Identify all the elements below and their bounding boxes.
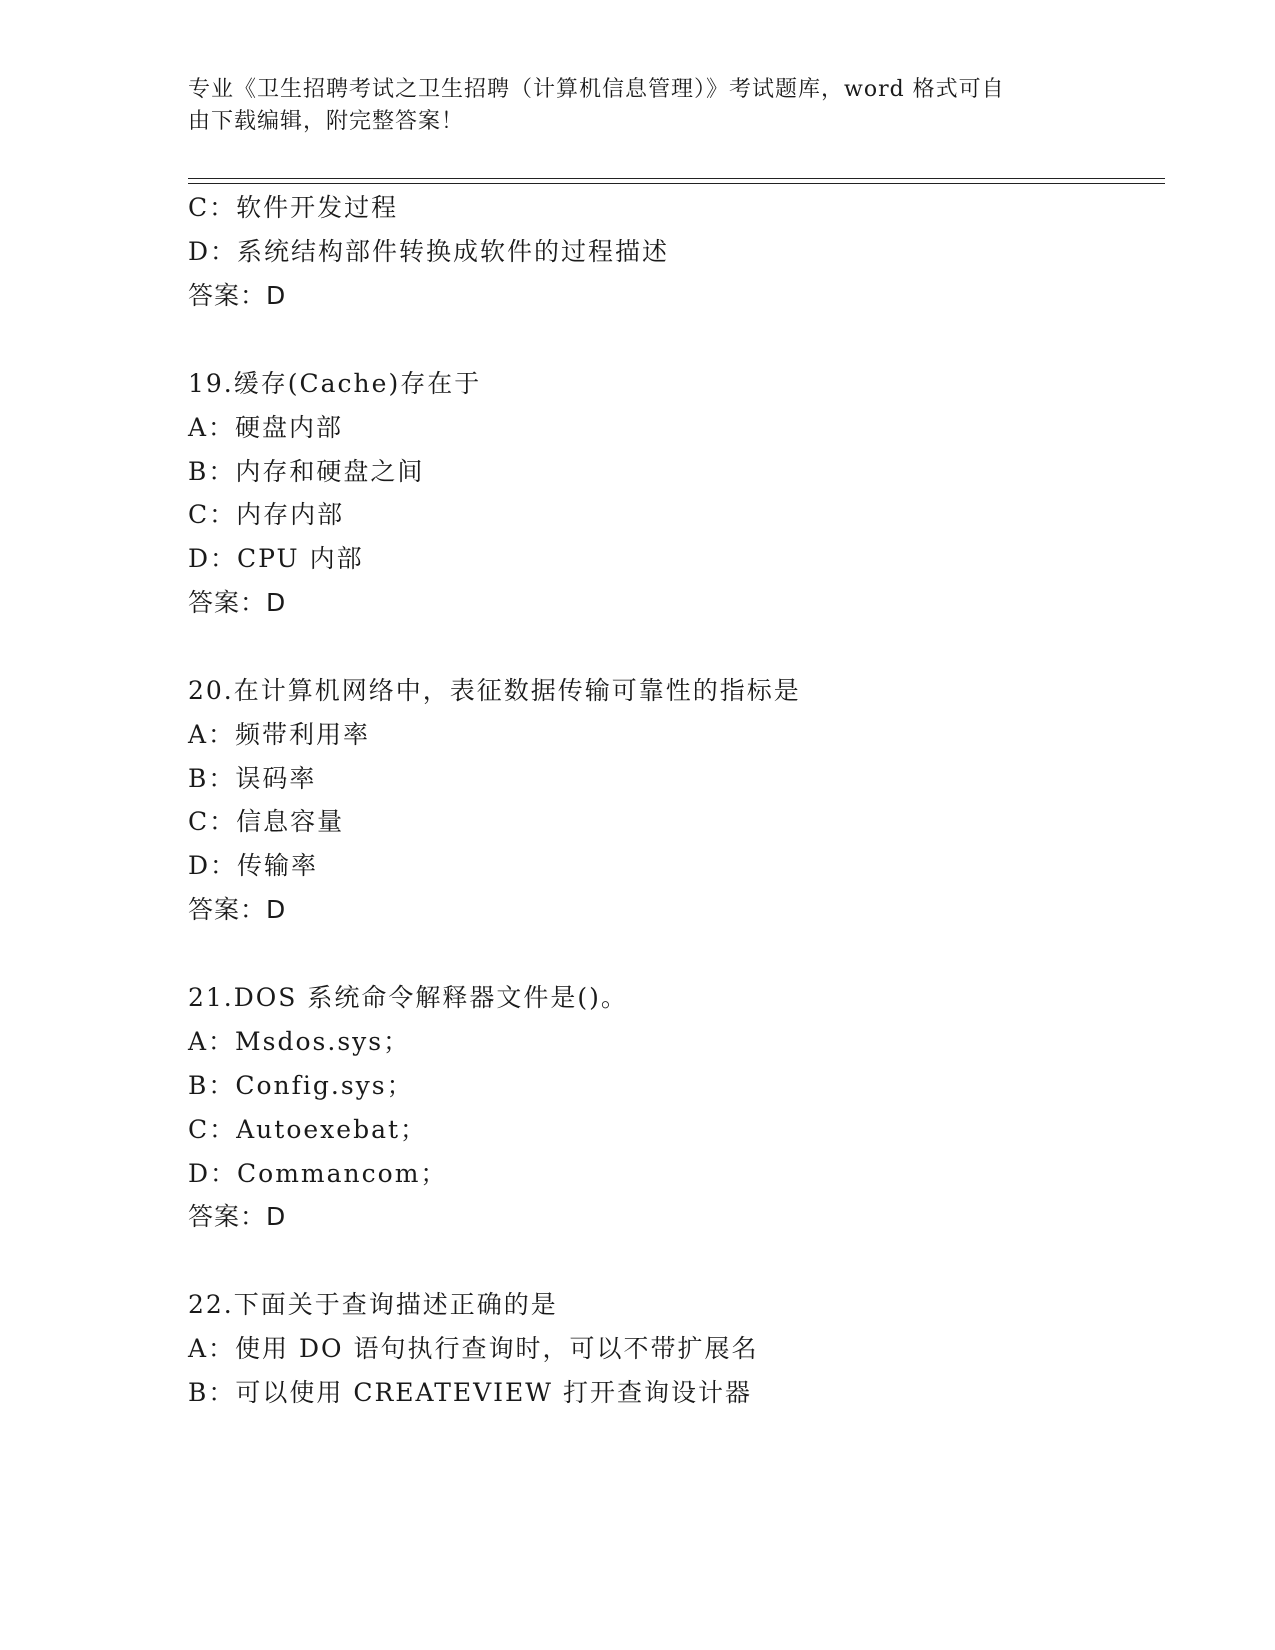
prev-option-c: C：软件开发过程	[188, 193, 399, 222]
header-line-1: 专业《卫生招聘考试之卫生招聘（计算机信息管理）》考试题库，word 格式可自	[188, 77, 1005, 102]
question-20-option-d: D：传输率	[188, 851, 319, 880]
header-divider-bottom	[188, 183, 1165, 184]
question-21-option-b: B：Config.sys；	[188, 1071, 414, 1100]
prev-option-d: D：系统结构部件转换成软件的过程描述	[188, 237, 670, 266]
question-19-option-a: A：硬盘内部	[188, 413, 344, 442]
prev-answer: 答案：D	[188, 281, 287, 310]
question-19-option-b: B：内存和硬盘之间	[188, 457, 425, 486]
document-header	[188, 74, 1068, 138]
question-21-option-c: C：Autoexebat；	[188, 1115, 428, 1144]
question-20-option-a: A：频带利用率	[188, 720, 371, 749]
question-22-option-b: B：可以使用 CREATEVIEW 打开查询设计器	[188, 1378, 752, 1407]
question-20-stem: 20.在计算机网络中，表征数据传输可靠性的指标是	[188, 676, 801, 705]
question-21-stem: 21.DOS 系统命令解释器文件是()。	[188, 983, 628, 1012]
question-20-answer: 答案：D	[188, 895, 287, 924]
question-20-option-b: B：误码率	[188, 764, 317, 793]
question-19-option-d: D：CPU 内部	[188, 544, 364, 573]
question-19-option-c: C：内存内部	[188, 500, 345, 529]
question-21-answer: 答案：D	[188, 1202, 287, 1231]
question-19-answer: 答案：D	[188, 588, 287, 617]
question-22-option-a: A：使用 DO 语句执行查询时，可以不带扩展名	[188, 1334, 759, 1363]
question-21-option-d: D：Commancom；	[188, 1159, 448, 1188]
header-line-2: 由下载编辑，附完整答案！	[188, 109, 465, 134]
question-22-stem: 22.下面关于查询描述正确的是	[188, 1290, 558, 1319]
question-20-option-c: C：信息容量	[188, 807, 345, 836]
question-19-stem: 19.缓存(Cache)存在于	[188, 369, 482, 398]
question-21-option-a: A：Msdos.sys；	[188, 1027, 411, 1056]
header-divider-top	[188, 178, 1165, 179]
